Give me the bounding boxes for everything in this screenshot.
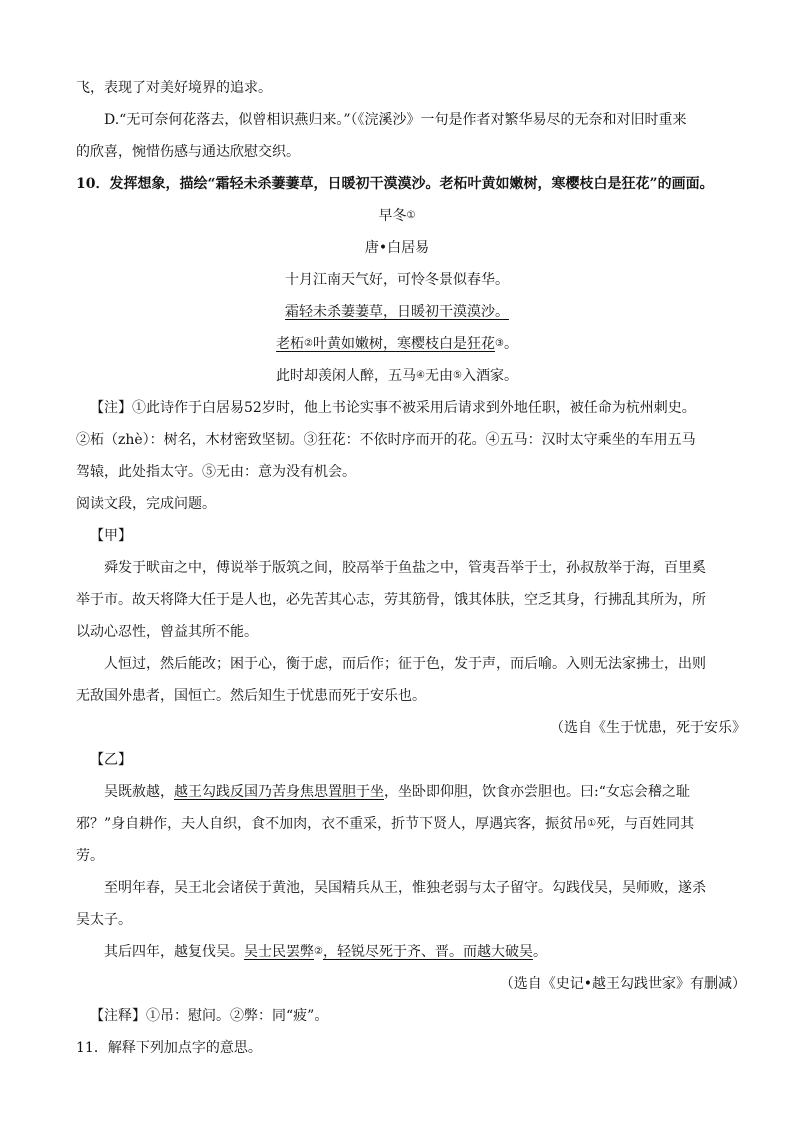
- poem-title: [0, 206, 794, 226]
- poem-line-2: [0, 302, 794, 322]
- yi-line2: [76, 814, 694, 834]
- poem-line-3-part: 。: [503, 336, 518, 352]
- poem-line-3-underlined: [276, 336, 495, 352]
- yi-source: （选自《史记•越王勾践世家》有删减）: [499, 976, 746, 992]
- jia-source: （选自《生于忧患，死于安乐》: [550, 720, 746, 736]
- footnote-marker: ①: [587, 818, 597, 829]
- footnote-marker: ③: [495, 338, 504, 349]
- poem-note-line1: 【注】①此诗作于白居易52岁时，他上书论实事不被采用后请求到外地任职，被任命为杭州刺史。: [90, 400, 696, 416]
- poem-line-4-part: 入酒家。: [461, 368, 518, 384]
- yi-line3: 劳。: [76, 848, 104, 864]
- yi-line1-part: ，坐卧即仰胆，饮食亦尝胆也。曰:“女忘会稽之耻: [384, 784, 690, 800]
- poem-line-3-part: 叶黄如嫩树，寒樱枝白是狂花: [313, 336, 495, 352]
- question-11: 11．解释下列加点字的意思。: [76, 1040, 262, 1056]
- footnote-marker: ②: [314, 946, 323, 957]
- yi-line6-part: 其后四年，越复伐吴。: [104, 944, 244, 960]
- jia-line5: 无敌国外患者，国恒亡。然后知生于忧患而死于安乐也。: [76, 688, 426, 704]
- yi-line6: [104, 942, 547, 962]
- yi-line2-part: 死，与百姓同其: [596, 816, 695, 832]
- yi-line6-underlined: 吴士民罢弊: [244, 944, 314, 960]
- jia-line4: 人恒过，然后能改；困于心，衡于虑，而后作；征于色，发于声，而后喻。入则无法家拂士，出则: [104, 656, 706, 672]
- text-line: 飞，表现了对美好境界的追求。: [76, 80, 272, 96]
- yi-line1-underlined: 越王勾践反国乃苦身焦思置胆于坐: [174, 784, 384, 800]
- yi-line6-underlined: ，轻锐尽死于齐、晋。而越大破吴: [322, 944, 533, 960]
- yi-line6-part: 。: [532, 944, 547, 960]
- footnote-marker: ②: [304, 338, 313, 349]
- reading-prompt: 阅读文段，完成问题。: [76, 496, 216, 512]
- poem-title-text: 早冬: [378, 208, 407, 224]
- jia-line3: 以动心忍性，曾益其所不能。: [76, 624, 258, 640]
- yi-line5: 吴太子。: [76, 912, 132, 928]
- footnote-marker: ①: [406, 210, 416, 221]
- poem-line-3-part: 老柘: [276, 336, 305, 352]
- yi-line2-part: 邪？”身自耕作，夫人自织，食不加肉，衣不重采，折节下贤人，厚遇宾客，振贫吊: [76, 816, 588, 832]
- yi-annotation: 【注释】①吊：慰问。②弊：同“疲”。: [90, 1008, 329, 1024]
- yi-line4: 至明年春，吴王北会诸侯于黄池，吴国精兵从王，惟独老弱与太子留守。勾践伐吴，吴师败，遂杀: [104, 880, 706, 896]
- section-jia-title: 【甲】: [90, 528, 132, 544]
- section-yi-title: 【乙】: [90, 752, 132, 768]
- yi-line1-part: 吴既赦越，: [104, 784, 174, 800]
- poem-line-3: [0, 334, 794, 354]
- footnote-marker: ⑤: [453, 370, 462, 381]
- poem-note-line3: 驾辕，此处指太守。⑤无由：意为没有机会。: [76, 464, 356, 480]
- option-d-line2: 的欣喜，惋惜伤感与通达欣慰交织。: [76, 144, 300, 160]
- yi-line1: [104, 782, 690, 802]
- jia-line2: 举于市。故天将降大任于是人也，必先苦其心志，劳其筋骨，饿其体肤，空乏其身，行拂乱其所为，所: [76, 592, 706, 608]
- jia-line1: 舜发于畎亩之中，傅说举于版筑之间，胶鬲举于鱼盐之中，管夷吾举于士，孙叔敖举于海，百里奚: [104, 560, 706, 576]
- option-d-line1: D.“无可奈何花落去，似曾相识燕归来。”（《浣溪沙》一句是作者对繁华易尽的无奈和对旧时重来: [104, 112, 687, 128]
- poem-line-1: 十月江南天气好，可怜冬景似春华。: [285, 272, 509, 288]
- poem-line-2-text: 霜轻未杀萋萋草，日暖初干漠漠沙。: [285, 304, 509, 320]
- poem-line-4-part: 无由: [425, 368, 453, 384]
- poem-line-4-part: 此时却羡闲人醉，五马: [276, 368, 417, 384]
- poem-note-line2: ②柘（zhè）：树名，木材密致坚韧。③狂花：不依时序而开的花。④五马：汉时太守乘坐的车用五马: [76, 432, 696, 448]
- footnote-marker: ④: [416, 370, 425, 381]
- poem-author: 唐•白居易: [364, 240, 430, 256]
- poem-line-4: [0, 366, 794, 386]
- question-10: 10．发挥想象，描绘“霜轻未杀萋萋草，日暖初干漠漠沙。老柘叶黄如嫩树，寒樱枝白是狂花”的画面。: [76, 176, 714, 192]
